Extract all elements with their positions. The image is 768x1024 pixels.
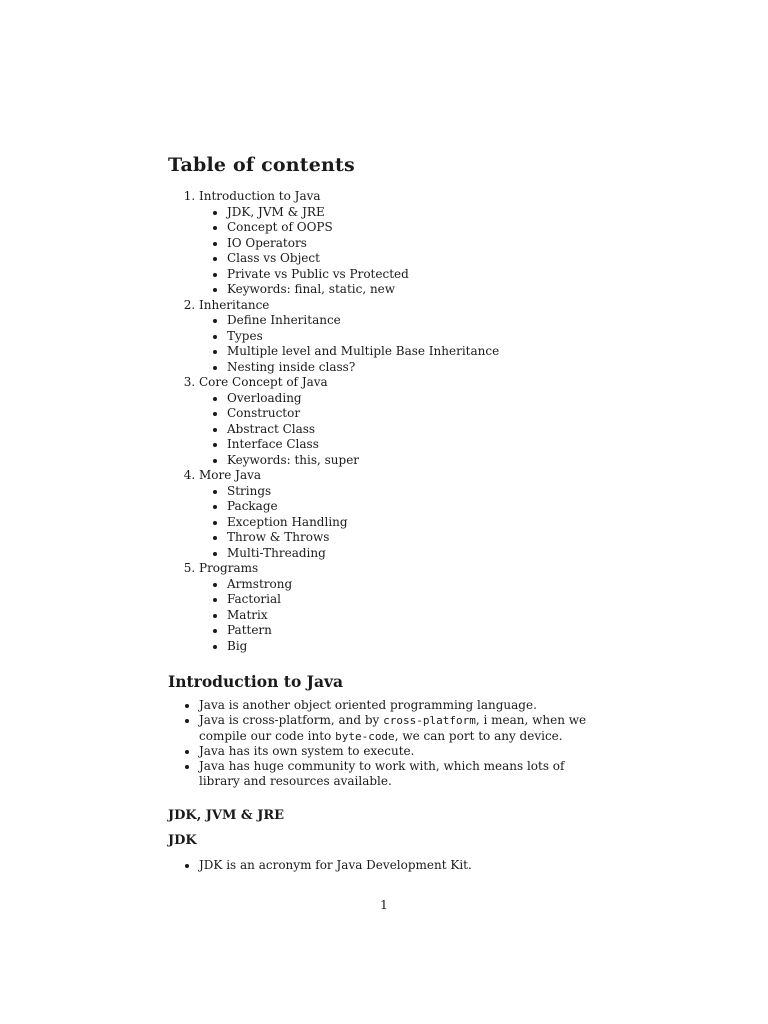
toc-item: • Private vs Public vs Protected xyxy=(227,267,499,283)
toc-item: • Types xyxy=(227,329,499,345)
intro-bullet xyxy=(199,713,609,744)
toc-item: • Keywords: final, static, new xyxy=(227,282,499,298)
toc-item: • Concept of OOPS xyxy=(227,220,499,236)
toc-item: • Big xyxy=(227,639,499,655)
bullet-text: Java is cross-platform, and by xyxy=(199,713,384,728)
toc-item: • Exception Handling xyxy=(227,515,499,531)
toc-title: Table of contents xyxy=(168,154,355,176)
intro-heading: Introduction to Java xyxy=(168,672,344,691)
toc-section xyxy=(199,561,499,654)
jdk-list xyxy=(199,858,472,873)
toc-section-title: Inheritance xyxy=(199,297,270,312)
toc-item: • Factorial xyxy=(227,592,499,608)
toc-item: • Constructor xyxy=(227,406,499,422)
toc-section xyxy=(199,189,499,298)
toc-item: • Overloading xyxy=(227,391,499,407)
toc-section xyxy=(199,298,499,376)
toc-sublist xyxy=(199,313,499,375)
toc-sublist xyxy=(199,205,499,298)
toc-item: • Throw & Throws xyxy=(227,530,499,546)
toc-sublist xyxy=(199,484,499,562)
intro-bullet: • Java has its own system to execute. xyxy=(199,744,609,759)
toc-item: • Class vs Object xyxy=(227,251,499,267)
toc-item: • IO Operators xyxy=(227,236,499,252)
toc-section-title: Core Concept of Java xyxy=(199,375,328,389)
toc-section xyxy=(199,375,499,468)
toc-item: • Define Inheritance xyxy=(227,313,499,329)
toc-item: • Armstrong xyxy=(227,577,499,593)
intro-bullet: • Java has huge community to work with, which means lots of library and resources available. xyxy=(199,759,609,790)
toc-sublist xyxy=(199,391,499,469)
toc-section xyxy=(199,468,499,561)
intro-bullet: • Java is another object oriented programming language. xyxy=(199,698,609,713)
intro-list xyxy=(199,698,609,790)
toc-section-title: Programs xyxy=(199,561,259,575)
jdk-bullet: • JDK is an acronym for Java Development Kit. xyxy=(199,858,472,873)
toc-item: • Multi-Threading xyxy=(227,546,499,562)
toc-section-title: Introduction to Java xyxy=(199,189,321,203)
toc-item: • Keywords: this, super xyxy=(227,453,499,469)
inline-code: byte-code xyxy=(335,729,395,743)
toc-item: • Interface Class xyxy=(227,437,499,453)
toc-item: • Abstract Class xyxy=(227,422,499,438)
bullet-text: , we can port to any device. xyxy=(394,728,563,743)
jdk-jvm-jre-heading: JDK, JVM & JRE xyxy=(168,808,285,823)
toc-item: • Multiple level and Multiple Base Inheritance xyxy=(227,344,499,360)
inline-code: cross-platform xyxy=(383,714,476,728)
toc-item: • JDK, JVM & JRE xyxy=(227,205,499,221)
toc-item: • Package xyxy=(227,499,499,515)
toc-item: • Matrix xyxy=(227,608,499,624)
toc-sublist xyxy=(199,577,499,655)
jdk-subheading: JDK xyxy=(168,833,197,848)
bullet-text: , i mean, when we compile our code into xyxy=(199,713,587,743)
toc-item: • Pattern xyxy=(227,623,499,639)
toc-item: • Strings xyxy=(227,484,499,500)
toc-item: • Nesting inside class? xyxy=(227,360,499,376)
toc-list xyxy=(199,189,499,654)
page-number: 1 xyxy=(380,898,388,912)
toc-section-title: More Java xyxy=(199,468,262,482)
